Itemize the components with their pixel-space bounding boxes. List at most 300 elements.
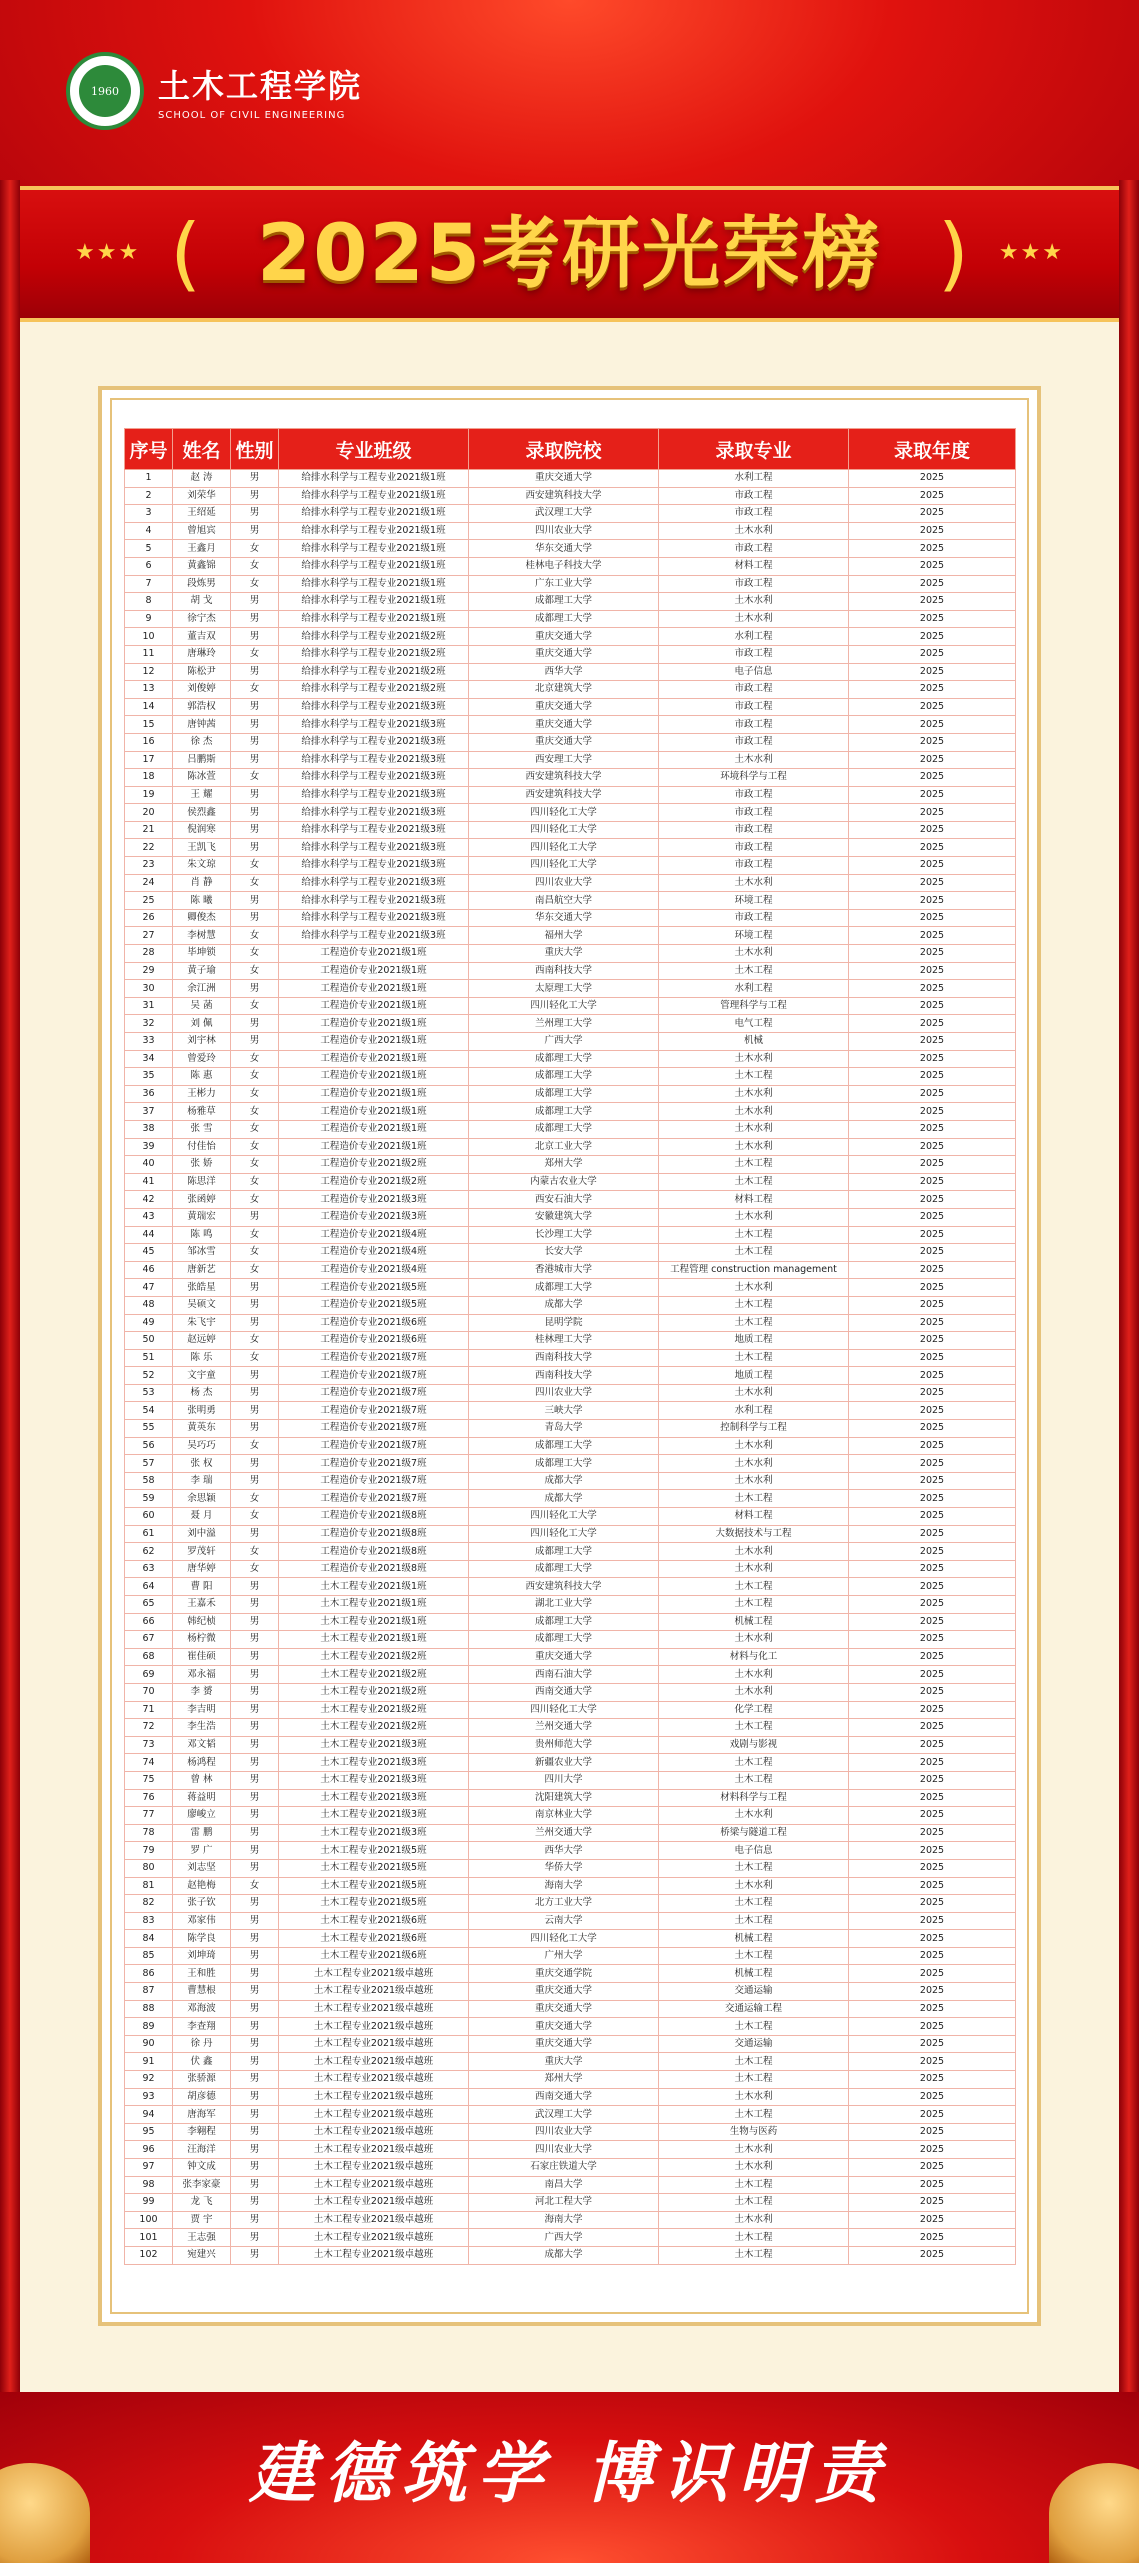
table-cell: 2025	[849, 681, 1016, 699]
table-cell: 土木水利	[659, 1472, 849, 1490]
table-cell: 兰州交通大学	[469, 1719, 659, 1737]
table-cell: 65	[125, 1596, 173, 1614]
table-cell: 工程造价专业2021级5班	[279, 1279, 469, 1297]
table-cell: 2025	[849, 769, 1016, 787]
table-cell: 男	[231, 1965, 279, 1983]
table-cell: 重庆交通大学	[469, 1648, 659, 1666]
table-cell: 男	[231, 1420, 279, 1438]
table-cell: 黄瑞宏	[173, 1208, 231, 1226]
table-cell: 17	[125, 751, 173, 769]
table-cell: 68	[125, 1648, 173, 1666]
table-cell: 重庆交通大学	[469, 2035, 659, 2053]
table-cell: 23	[125, 857, 173, 875]
table-cell: 2025	[849, 1314, 1016, 1332]
table-cell: 2025	[849, 470, 1016, 488]
table-row	[125, 2176, 1016, 2194]
table-cell: 工程造价专业2021级5班	[279, 1296, 469, 1314]
table-cell: 重庆交通大学	[469, 1983, 659, 2001]
column-header: 序号	[125, 429, 173, 470]
table-cell: 刘 佩	[173, 1015, 231, 1033]
table-cell: 2025	[849, 628, 1016, 646]
table-cell: 电子信息	[659, 1842, 849, 1860]
table-cell: 2025	[849, 1560, 1016, 1578]
table-cell: 土木工程	[659, 1314, 849, 1332]
table-cell: 2025	[849, 698, 1016, 716]
table-cell: 土木工程专业2021级5班	[279, 1877, 469, 1895]
table-cell: 2025	[849, 522, 1016, 540]
table-cell: 土木水利	[659, 1120, 849, 1138]
table-cell: 土木水利	[659, 1877, 849, 1895]
table-cell: 给排水科学与工程专业2021级1班	[279, 540, 469, 558]
table-cell: 四川轻化工大学	[469, 821, 659, 839]
table-cell: 材料工程	[659, 1191, 849, 1209]
table-cell: 朱文琼	[173, 857, 231, 875]
table-cell: 张李家豪	[173, 2176, 231, 2194]
table-cell: 机械工程	[659, 1930, 849, 1948]
table-cell: 7	[125, 575, 173, 593]
table-cell: 成都大学	[469, 1296, 659, 1314]
table-cell: 男	[231, 1683, 279, 1701]
table-cell: 郑州大学	[469, 2071, 659, 2089]
table-cell: 张骄源	[173, 2071, 231, 2089]
table-row	[125, 1983, 1016, 2001]
table-cell: 男	[231, 2211, 279, 2229]
table-row	[125, 1068, 1016, 1086]
table-cell: 刘俊婷	[173, 681, 231, 699]
table-cell: 66	[125, 1613, 173, 1631]
table-row	[125, 716, 1016, 734]
table-cell: 四川大学	[469, 1771, 659, 1789]
table-cell: 男	[231, 593, 279, 611]
table-cell: 48	[125, 1296, 173, 1314]
table-cell: 土木工程	[659, 1490, 849, 1508]
table-cell: 武汉理工大学	[469, 505, 659, 523]
table-cell: 2025	[849, 892, 1016, 910]
table-row	[125, 1208, 1016, 1226]
table-cell: 32	[125, 1015, 173, 1033]
table-cell: 2025	[849, 1631, 1016, 1649]
table-cell: 赵艳梅	[173, 1877, 231, 1895]
table-cell: 给排水科学与工程专业2021级3班	[279, 909, 469, 927]
table-cell: 工程造价专业2021级7班	[279, 1490, 469, 1508]
table-cell: 材料工程	[659, 1508, 849, 1526]
table-cell: 男	[231, 1930, 279, 1948]
table-cell: 吴巧巧	[173, 1437, 231, 1455]
table-cell: 2025	[849, 2246, 1016, 2264]
table-cell: 2025	[849, 505, 1016, 523]
table-cell: 重庆交通大学	[469, 698, 659, 716]
table-row	[125, 2194, 1016, 2212]
table-cell: 工程造价专业2021级1班	[279, 1120, 469, 1138]
table-cell: 83	[125, 1912, 173, 1930]
table-cell: 地质工程	[659, 1332, 849, 1350]
table-row	[125, 1244, 1016, 1262]
table-cell: 2025	[849, 557, 1016, 575]
table-cell: 张函婷	[173, 1191, 231, 1209]
table-cell: 82	[125, 1895, 173, 1913]
table-cell: 男	[231, 1754, 279, 1772]
table-cell: 男	[231, 1666, 279, 1684]
table-cell: 香港城市大学	[469, 1261, 659, 1279]
table-row	[125, 1314, 1016, 1332]
table-cell: 张 雪	[173, 1120, 231, 1138]
table-cell: 男	[231, 1296, 279, 1314]
table-cell: 市政工程	[659, 681, 849, 699]
table-cell: 女	[231, 557, 279, 575]
school-logo	[66, 52, 362, 130]
table-cell: 47	[125, 1279, 173, 1297]
table-cell: 西南交通大学	[469, 2088, 659, 2106]
table-cell: 龙 飞	[173, 2194, 231, 2212]
table-cell: 工程造价专业2021级7班	[279, 1349, 469, 1367]
table-cell: 土木工程专业2021级5班	[279, 1859, 469, 1877]
table-cell: 土木工程	[659, 2106, 849, 2124]
table-cell: 西南石油大学	[469, 1666, 659, 1684]
table-cell: 24	[125, 874, 173, 892]
table-row	[125, 1138, 1016, 1156]
table-cell: 土木水利	[659, 1437, 849, 1455]
table-row	[125, 1771, 1016, 1789]
table-cell: 成都理工大学	[469, 610, 659, 628]
table-cell: 工程造价专业2021级7班	[279, 1367, 469, 1385]
table-cell: 2025	[849, 1138, 1016, 1156]
table-row	[125, 1631, 1016, 1649]
table-cell: 安徽建筑大学	[469, 1208, 659, 1226]
table-cell: 2025	[849, 1015, 1016, 1033]
table-cell: 土木工程专业2021级卓越班	[279, 1983, 469, 2001]
table-cell: 土木工程	[659, 1912, 849, 1930]
table-cell: 2025	[849, 2141, 1016, 2159]
table-cell: 男	[231, 1578, 279, 1596]
table-cell: 市政工程	[659, 804, 849, 822]
table-cell: 广州大学	[469, 1947, 659, 1965]
table-cell: 给排水科学与工程专业2021级3班	[279, 751, 469, 769]
table-cell: 胡彦德	[173, 2088, 231, 2106]
table-cell: 34	[125, 1050, 173, 1068]
table-row	[125, 663, 1016, 681]
table-cell: 生物与医药	[659, 2123, 849, 2141]
table-row	[125, 1332, 1016, 1350]
table-cell: 工程管理 construction management	[659, 1261, 849, 1279]
table-cell: 工程造价专业2021级8班	[279, 1560, 469, 1578]
table-body	[125, 470, 1016, 2265]
table-cell: 土木工程	[659, 2071, 849, 2089]
table-cell: 2025	[849, 980, 1016, 998]
table-cell: 46	[125, 1261, 173, 1279]
table-cell: 成都理工大学	[469, 1279, 659, 1297]
table-cell: 男	[231, 1525, 279, 1543]
table-cell: 给排水科学与工程专业2021级1班	[279, 470, 469, 488]
table-cell: 土木水利	[659, 751, 849, 769]
table-row	[125, 1050, 1016, 1068]
table-cell: 成都大学	[469, 2246, 659, 2264]
table-cell: 14	[125, 698, 173, 716]
table-cell: 2025	[849, 1930, 1016, 1948]
table-cell: 工程造价专业2021级4班	[279, 1244, 469, 1262]
column-header: 录取院校	[469, 429, 659, 470]
table-row	[125, 1508, 1016, 1526]
table-cell: 水利工程	[659, 980, 849, 998]
table-cell: 给排水科学与工程专业2021级2班	[279, 663, 469, 681]
table-cell: 男	[231, 2246, 279, 2264]
table-cell: 男	[231, 1384, 279, 1402]
table-cell: 2025	[849, 663, 1016, 681]
table-cell: 张 娇	[173, 1156, 231, 1174]
table-cell: 男	[231, 1983, 279, 2001]
table-cell: 33	[125, 1033, 173, 1051]
table-cell: 工程造价专业2021级1班	[279, 980, 469, 998]
table-cell: 给排水科学与工程专业2021级3班	[279, 927, 469, 945]
table-row	[125, 1015, 1016, 1033]
table-cell: 2025	[849, 1947, 1016, 1965]
table-row	[125, 1279, 1016, 1297]
table-cell: 重庆交通大学	[469, 2000, 659, 2018]
table-cell: 55	[125, 1420, 173, 1438]
table-row	[125, 2246, 1016, 2264]
table-cell: 土木水利	[659, 1683, 849, 1701]
table-cell: 黄英东	[173, 1420, 231, 1438]
table-row	[125, 1719, 1016, 1737]
table-cell: 陈 鸣	[173, 1226, 231, 1244]
table-cell: 市政工程	[659, 839, 849, 857]
table-cell: 刘中溢	[173, 1525, 231, 1543]
table-cell: 男	[231, 1402, 279, 1420]
table-cell: 汪海洋	[173, 2141, 231, 2159]
school-emblem-icon	[66, 52, 144, 130]
table-cell: 工程造价专业2021级4班	[279, 1261, 469, 1279]
table-cell: 2025	[849, 2018, 1016, 2036]
table-cell: 35	[125, 1068, 173, 1086]
table-cell: 土木工程专业2021级卓越班	[279, 2123, 469, 2141]
table-cell: 重庆交通大学	[469, 733, 659, 751]
table-cell: 土木水利	[659, 1208, 849, 1226]
table-cell: 重庆交通大学	[469, 2018, 659, 2036]
table-cell: 土木工程专业2021级3班	[279, 1771, 469, 1789]
table-cell: 北方工业大学	[469, 1895, 659, 1913]
table-cell: 电子信息	[659, 663, 849, 681]
table-cell: 2025	[849, 909, 1016, 927]
table-cell: 29	[125, 962, 173, 980]
table-cell: 土木工程	[659, 1068, 849, 1086]
table-cell: 2025	[849, 2123, 1016, 2141]
school-name-en: SCHOOL OF CIVIL ENGINEERING	[158, 110, 346, 121]
table-cell: 女	[231, 874, 279, 892]
table-cell: 2025	[849, 874, 1016, 892]
table-cell: 工程造价专业2021级2班	[279, 1156, 469, 1174]
table-cell: 5	[125, 540, 173, 558]
table-cell: 86	[125, 1965, 173, 1983]
table-cell: 39	[125, 1138, 173, 1156]
table-cell: 男	[231, 2176, 279, 2194]
table-cell: 44	[125, 1226, 173, 1244]
table-cell: 土木工程专业2021级6班	[279, 1947, 469, 1965]
table-cell: 西安建筑科技大学	[469, 786, 659, 804]
table-cell: 南京林业大学	[469, 1807, 659, 1825]
table-row	[125, 698, 1016, 716]
table-cell: 18	[125, 769, 173, 787]
table-row	[125, 1384, 1016, 1402]
table-row	[125, 751, 1016, 769]
table-cell: 重庆交通学院	[469, 1965, 659, 1983]
table-row	[125, 1490, 1016, 1508]
table-cell: 38	[125, 1120, 173, 1138]
table-cell: 成都理工大学	[469, 593, 659, 611]
table-cell: 土木工程专业2021级1班	[279, 1613, 469, 1631]
table-cell: 四川农业大学	[469, 2141, 659, 2159]
table-cell: 2025	[849, 2053, 1016, 2071]
table-cell: 土木工程专业2021级卓越班	[279, 2106, 469, 2124]
table-cell: 长安大学	[469, 1244, 659, 1262]
table-cell: 男	[231, 2123, 279, 2141]
table-cell: 土木工程专业2021级3班	[279, 1824, 469, 1842]
table-cell: 西安石油大学	[469, 1191, 659, 1209]
table-cell: 李吉明	[173, 1701, 231, 1719]
column-header: 姓名	[173, 429, 231, 470]
table-cell: 26	[125, 909, 173, 927]
table-cell: 2025	[849, 1543, 1016, 1561]
table-row	[125, 839, 1016, 857]
table-cell: 给排水科学与工程专业2021级1班	[279, 557, 469, 575]
table-cell: 李 赟	[173, 1683, 231, 1701]
table-cell: 河北工程大学	[469, 2194, 659, 2212]
table-row	[125, 1895, 1016, 1913]
table-cell: 市政工程	[659, 505, 849, 523]
table-cell: 成都理工大学	[469, 1437, 659, 1455]
table-cell: 男	[231, 2229, 279, 2247]
table-cell: 98	[125, 2176, 173, 2194]
table-cell: 重庆交通大学	[469, 645, 659, 663]
table-cell: 2025	[849, 1895, 1016, 1913]
table-cell: 女	[231, 1191, 279, 1209]
table-cell: 土木工程	[659, 1596, 849, 1614]
table-cell: 土木水利	[659, 1807, 849, 1825]
table-row	[125, 2018, 1016, 2036]
school-name-cn: 土木工程学院	[158, 67, 363, 105]
table-cell: 62	[125, 1543, 173, 1561]
table-row	[125, 1754, 1016, 1772]
table-cell: 给排水科学与工程专业2021级1班	[279, 610, 469, 628]
table-cell: 2025	[849, 1279, 1016, 1297]
table-row	[125, 1103, 1016, 1121]
table-cell: 余思颖	[173, 1490, 231, 1508]
table-cell: 男	[231, 892, 279, 910]
table-cell: 曾 林	[173, 1771, 231, 1789]
table-cell: 倪润寒	[173, 821, 231, 839]
table-cell: 土木工程专业2021级卓越班	[279, 2071, 469, 2089]
table-row	[125, 1912, 1016, 1930]
table-cell: 2025	[849, 751, 1016, 769]
table-cell: 2025	[849, 2000, 1016, 2018]
table-cell: 土木工程	[659, 2194, 849, 2212]
table-cell: 93	[125, 2088, 173, 2106]
admission-table	[124, 428, 1016, 2265]
table-cell: 84	[125, 1930, 173, 1948]
table-cell: 市政工程	[659, 821, 849, 839]
table-cell: 土木水利	[659, 1279, 849, 1297]
table-cell: 男	[231, 1015, 279, 1033]
table-cell: 2025	[849, 610, 1016, 628]
table-cell: 2025	[849, 1754, 1016, 1772]
table-cell: 桂林理工大学	[469, 1332, 659, 1350]
table-cell: 土木水利	[659, 1631, 849, 1649]
table-cell: 男	[231, 804, 279, 822]
page-title: 2025考研光荣榜	[256, 209, 883, 299]
table-cell: 工程造价专业2021级1班	[279, 1050, 469, 1068]
table-cell: 给排水科学与工程专业2021级1班	[279, 505, 469, 523]
table-cell: 男	[231, 522, 279, 540]
table-cell: 男	[231, 1596, 279, 1614]
table-cell: 男	[231, 2088, 279, 2106]
table-cell: 2025	[849, 804, 1016, 822]
table-row	[125, 1455, 1016, 1473]
table-cell: 南昌航空大学	[469, 892, 659, 910]
table-cell: 40	[125, 1156, 173, 1174]
table-cell: 78	[125, 1824, 173, 1842]
table-cell: 工程造价专业2021级1班	[279, 1085, 469, 1103]
table-cell: 37	[125, 1103, 173, 1121]
table-cell: 女	[231, 997, 279, 1015]
table-cell: 邓海波	[173, 2000, 231, 2018]
table-cell: 工程造价专业2021级1班	[279, 1103, 469, 1121]
table-cell: 刘坤琦	[173, 1947, 231, 1965]
table-cell: 61	[125, 1525, 173, 1543]
table-row	[125, 909, 1016, 927]
table-row	[125, 1156, 1016, 1174]
table-cell: 女	[231, 1226, 279, 1244]
table-cell: 10	[125, 628, 173, 646]
table-cell: 华东交通大学	[469, 540, 659, 558]
table-cell: 土木工程专业2021级2班	[279, 1683, 469, 1701]
table-cell: 成都理工大学	[469, 1560, 659, 1578]
table-cell: 市政工程	[659, 487, 849, 505]
table-cell: 2025	[849, 2071, 1016, 2089]
table-cell: 给排水科学与工程专业2021级1班	[279, 593, 469, 611]
table-cell: 土木工程	[659, 1244, 849, 1262]
table-cell: 28	[125, 945, 173, 963]
table-cell: 西华大学	[469, 663, 659, 681]
table-cell: 罗 广	[173, 1842, 231, 1860]
table-cell: 陈松尹	[173, 663, 231, 681]
table-cell: 工程造价专业2021级1班	[279, 1068, 469, 1086]
table-cell: 水利工程	[659, 628, 849, 646]
table-row	[125, 769, 1016, 787]
table-cell: 土木工程	[659, 1226, 849, 1244]
table-cell: 土木工程	[659, 1771, 849, 1789]
table-cell: 西南交通大学	[469, 1683, 659, 1701]
table-row	[125, 1173, 1016, 1191]
table-cell: 女	[231, 681, 279, 699]
table-cell: 2025	[849, 540, 1016, 558]
table-row	[125, 1349, 1016, 1367]
table-cell: 2025	[849, 645, 1016, 663]
table-cell: 唐钟茜	[173, 716, 231, 734]
table-cell: 2025	[849, 1842, 1016, 1860]
table-cell: 土木水利	[659, 1384, 849, 1402]
table-cell: 交通运输	[659, 2035, 849, 2053]
table-cell: 管理科学与工程	[659, 997, 849, 1015]
table-cell: 土木工程专业2021级5班	[279, 1895, 469, 1913]
table-cell: 内蒙古农业大学	[469, 1173, 659, 1191]
table-cell: 西安理工大学	[469, 751, 659, 769]
table-row	[125, 857, 1016, 875]
table-cell: 市政工程	[659, 716, 849, 734]
table-cell: 2025	[849, 1490, 1016, 1508]
table-cell: 男	[231, 1631, 279, 1649]
table-cell: 工程造价专业2021级1班	[279, 1138, 469, 1156]
table-cell: 72	[125, 1719, 173, 1737]
table-cell: 西安建筑科技大学	[469, 487, 659, 505]
table-cell: 成都理工大学	[469, 1120, 659, 1138]
